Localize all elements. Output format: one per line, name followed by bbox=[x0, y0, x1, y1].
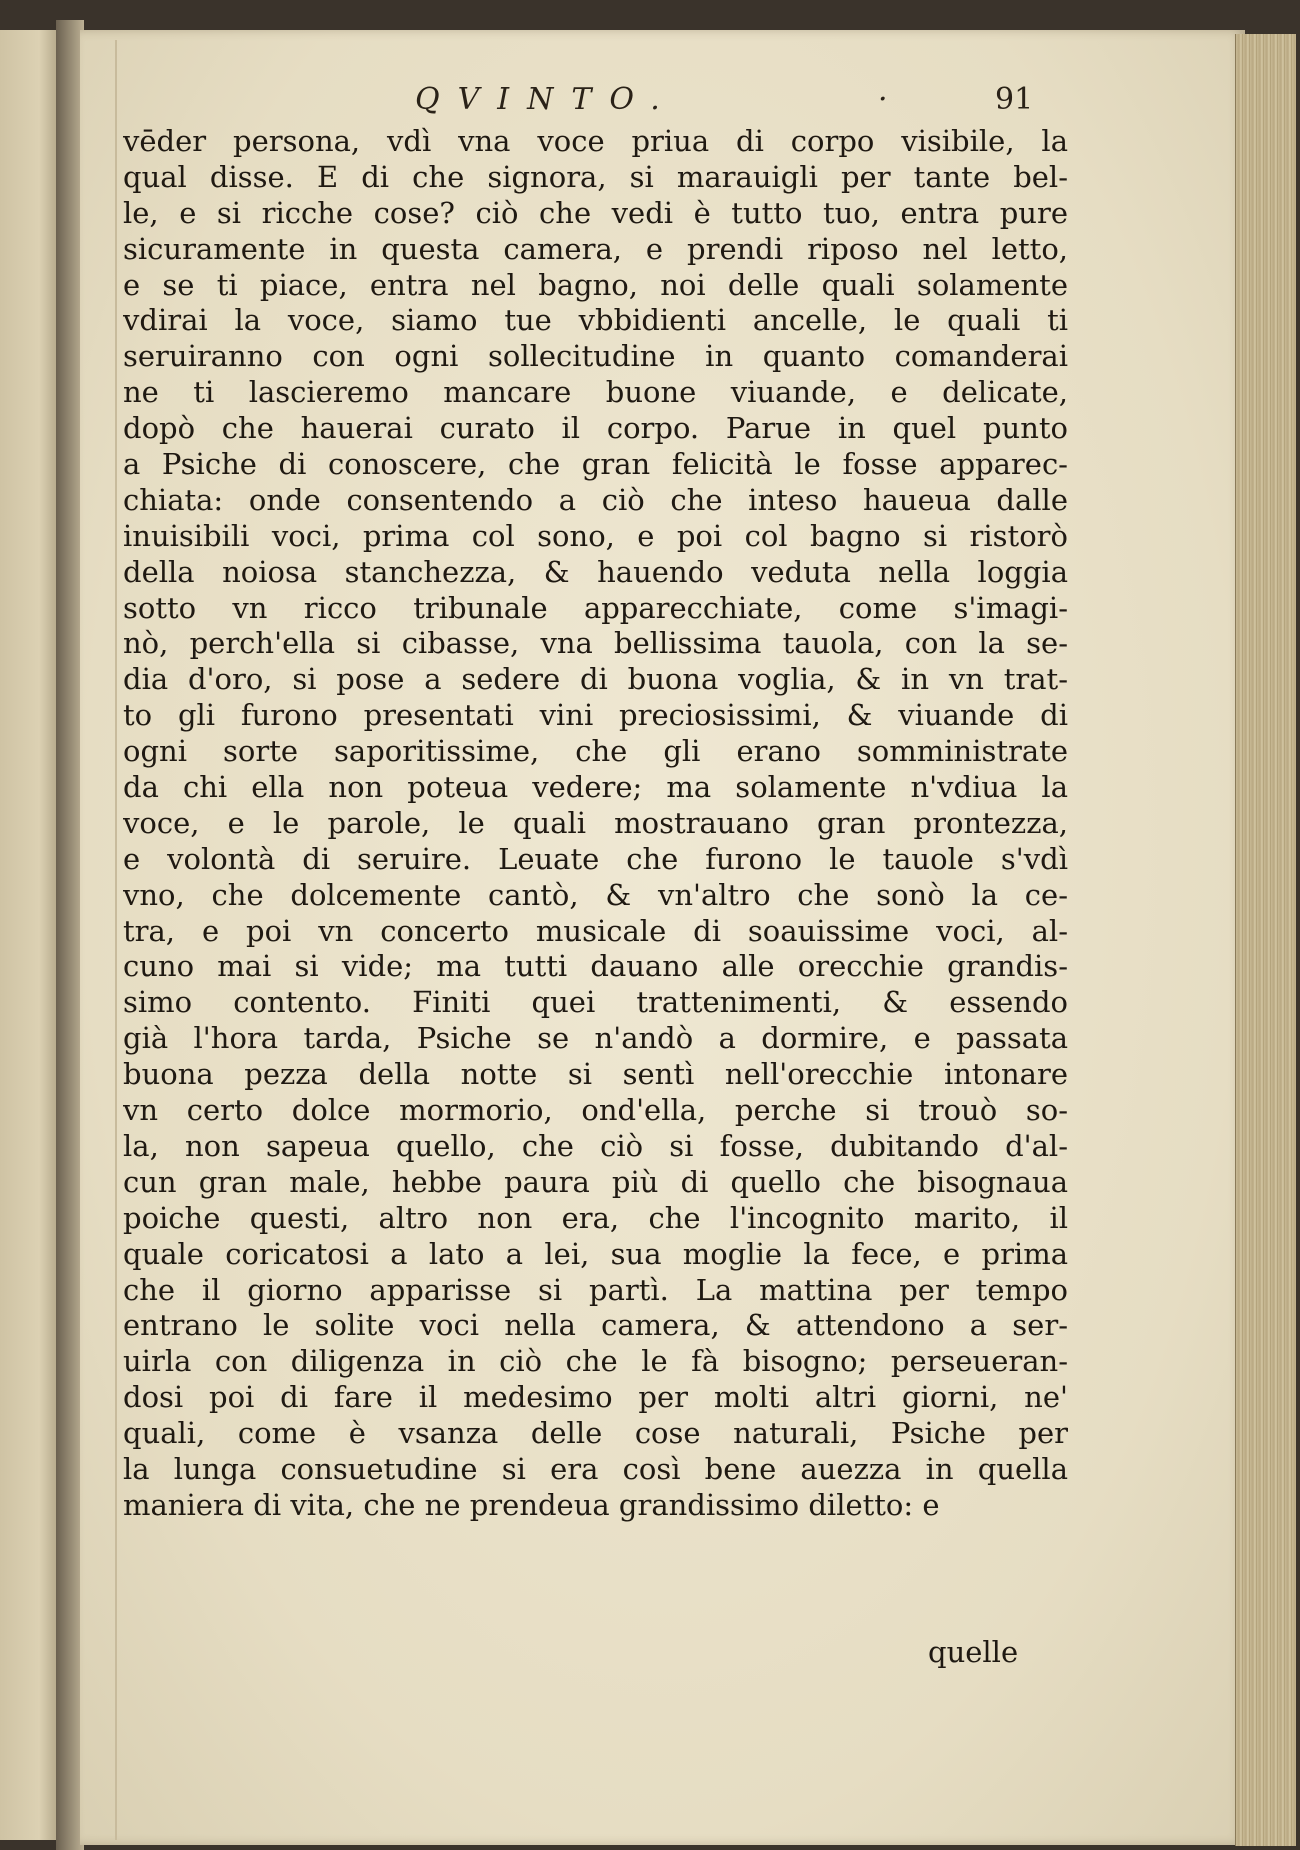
text-line: entrano le solite voci nella camera, & attendono a ser- bbox=[123, 1308, 1068, 1343]
running-head-separator: · bbox=[878, 82, 888, 117]
text-line: tra, e poi vn concerto musicale di soauissime voci, al- bbox=[123, 913, 1068, 948]
text-line: ne ti lascieremo mancare buone viuande, e delicate, bbox=[123, 375, 1068, 410]
text-line: maniera di vita, che ne prendeua grandissimo diletto: e bbox=[123, 1487, 940, 1522]
catchword: quelle bbox=[928, 1635, 1019, 1669]
text-line: dosi poi di fare il medesimo per molti altri giorni, ne' bbox=[123, 1380, 1068, 1415]
text-line: sotto vn ricco tribunale apparecchiate, come s'imagi- bbox=[123, 590, 1068, 625]
page-number: 91 bbox=[995, 82, 1034, 117]
running-head-title: QVINTO. bbox=[415, 82, 678, 117]
text-line: da chi ella non poteua vedere; ma solamente n'vdiua la bbox=[123, 770, 1068, 805]
text-line: uirla con diligenza in ciò che le fà bisogno; perseueran- bbox=[123, 1344, 1068, 1379]
page-fold-line bbox=[115, 40, 117, 1840]
text-line: vēder persona, vdì vna voce priua di corpo visibile, la bbox=[123, 124, 1068, 158]
text-line: nò, perch'ella si cibasse, vna bellissima tauola, con la se- bbox=[123, 626, 1068, 661]
text-line: vno, che dolcemente cantò, & vn'altro che sonò la ce- bbox=[123, 877, 1068, 912]
text-line: voce, e le parole, le quali mostrauano gran prontezza, bbox=[123, 805, 1068, 840]
text-line: chiata: onde consentendo a ciò che inteso haueua dalle bbox=[123, 482, 1068, 517]
text-line: cuno mai si vide; ma tutti dauano alle orecchie grandis- bbox=[123, 949, 1068, 984]
running-head bbox=[0, 82, 1300, 122]
text-line: a Psiche di conoscere, che gran felicità le fosse apparec- bbox=[123, 447, 1068, 482]
text-line: la lunga consuetudine si era così bene auezza in quella bbox=[123, 1451, 1068, 1486]
text-line: quali, come è vsanza delle cose naturali, Psiche per bbox=[123, 1416, 1068, 1451]
page-stack-edges bbox=[1235, 34, 1296, 1846]
text-line: quale coricatosi a lato a lei, sua moglie la fece, e prima bbox=[123, 1236, 1068, 1271]
text-line: la, non sapeua quello, che ciò si fosse, dubitando d'al- bbox=[123, 1128, 1068, 1163]
text-line: poiche questi, altro non era, che l'incognito marito, il bbox=[123, 1200, 1068, 1235]
text-line: cun gran male, hebbe paura più di quello che bisognaua bbox=[123, 1164, 1068, 1199]
text-line: e se ti piace, entra nel bagno, noi delle quali solamente bbox=[123, 267, 1068, 302]
text-line: già l'hora tarda, Psiche se n'andò a dormire, e passata bbox=[123, 1021, 1068, 1056]
text-line: ogni sorte saporitissime, che gli erano somministrate bbox=[123, 734, 1068, 769]
text-line: della noiosa stanchezza, & hauendo veduta nella loggia bbox=[123, 554, 1068, 589]
text-line: vn certo dolce mormorio, ond'ella, perche si trouò so- bbox=[123, 1093, 1068, 1128]
text-line: seruiranno con ogni sollecitudine in quanto comanderai bbox=[123, 339, 1068, 374]
text-line: qual disse. E di che signora, si marauigli per tante bel- bbox=[123, 159, 1068, 194]
text-line: dopò che hauerai curato il corpo. Parue in quel punto bbox=[123, 411, 1068, 446]
text-line: to gli furono presentati vini preciosissimi, & viuande di bbox=[123, 698, 1068, 733]
text-line: le, e si ricche cose? ciò che vedi è tutto tuo, entra pure bbox=[123, 195, 1068, 230]
text-line: dia d'oro, si pose a sedere di buona voglia, & in vn trat- bbox=[123, 662, 1068, 697]
text-line: sicuramente in questa camera, e prendi riposo nel letto, bbox=[123, 231, 1068, 266]
text-line: inuisibili voci, prima col sono, e poi col bagno si ristorò bbox=[123, 518, 1068, 553]
text-line: vdirai la voce, siamo tue vbbidienti ancelle, le quali ti bbox=[123, 303, 1068, 338]
text-line: buona pezza della notte si sentì nell'orecchie intonare bbox=[123, 1057, 1068, 1092]
text-line: e volontà di seruire. Leuate che furono le tauole s'vdì bbox=[123, 841, 1068, 876]
body-text bbox=[123, 124, 1068, 1524]
text-line: che il giorno apparisse si partì. La mattina per tempo bbox=[123, 1272, 1068, 1307]
text-line: simo contento. Finiti quei trattenimenti, & essendo bbox=[123, 985, 1068, 1020]
facing-page-edge bbox=[0, 30, 58, 1840]
